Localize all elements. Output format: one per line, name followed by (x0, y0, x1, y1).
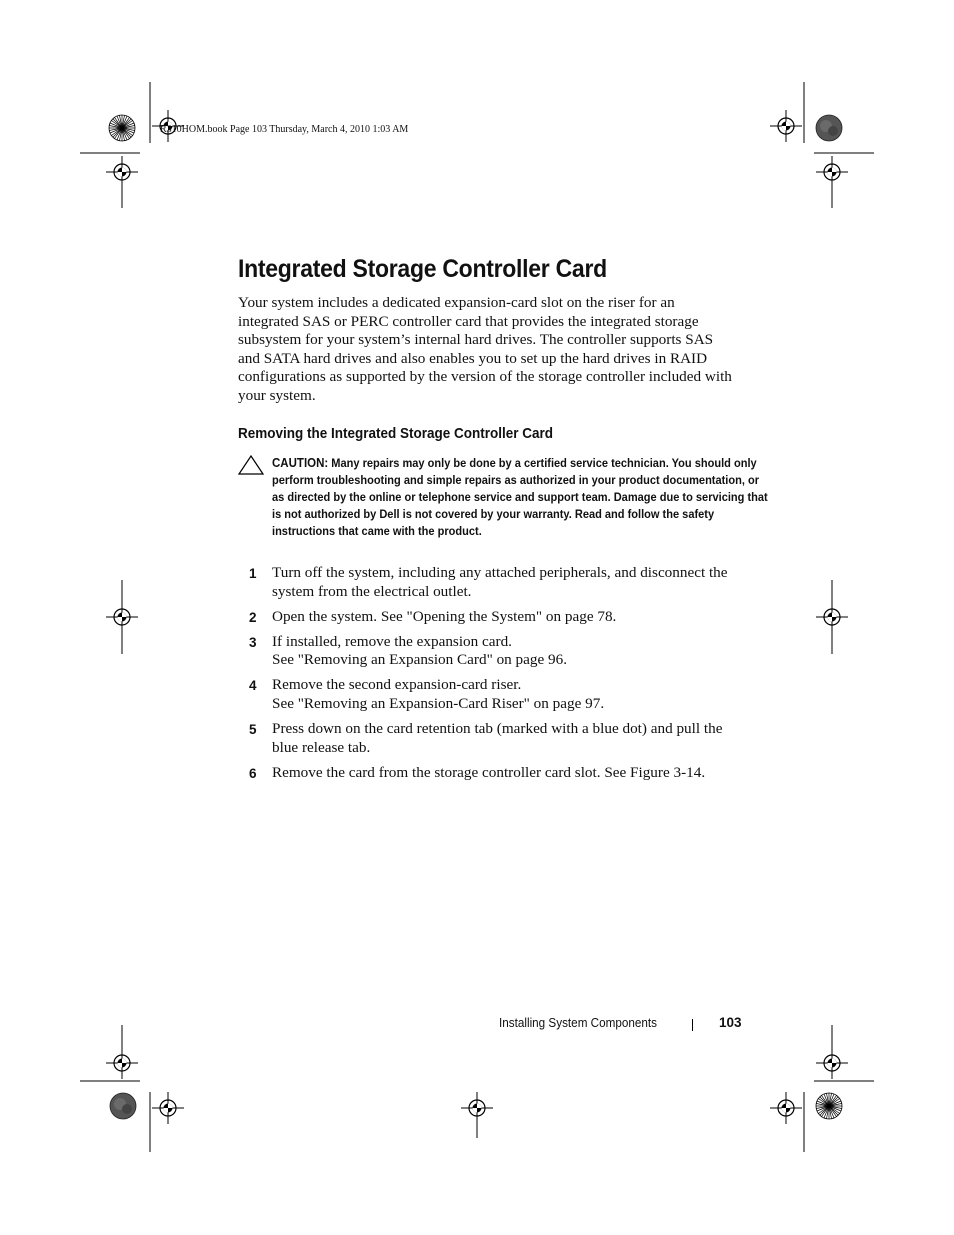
footer-section-title: Installing System Components (499, 1015, 658, 1030)
step-number: 2 (249, 609, 257, 625)
page-number: 103 (719, 1015, 742, 1030)
step-item (238, 676, 738, 713)
step-item (238, 764, 738, 783)
print-slug: R310HOM.book Page 103 Thursday, March 4, 2010 1:03 AM (160, 124, 409, 135)
step-item (238, 633, 738, 670)
step-item (238, 564, 738, 601)
step-item (238, 608, 738, 627)
step-number: 5 (249, 722, 257, 738)
section-heading: Removing the Integrated Storage Controller Card (238, 425, 554, 442)
footer-separator (692, 1019, 693, 1031)
intro-paragraph: Your system includes a dedicated expansion-card slot on the riser for an integrated SAS or PERC controller card that provides the integrated storage subsystem for your system’s internal hard drives. The controller supports SAS and SATA hard drives and also enables you to set up the hard drives in RAID configurations as supported by the version of the storage controller included with your system. (238, 294, 732, 404)
step-text: Open the system. See "Opening the System" on page 78. (272, 607, 617, 625)
caution-label: CAUTION: (272, 456, 329, 470)
step-text: Press down on the card retention tab (marked with a blue dot) and pull the blue release tab. (272, 720, 723, 756)
step-number: 3 (249, 634, 257, 650)
step-text: Remove the card from the storage controller card slot. See Figure 3-14. (272, 763, 706, 781)
procedure-steps (238, 564, 738, 789)
step-number: 6 (249, 765, 257, 781)
step-text: Remove the second expansion-card riser. (272, 676, 522, 694)
step-cross-reference: See "Removing an Expansion Card" on page 96. (272, 651, 567, 669)
caution-note (238, 455, 768, 540)
step-number: 1 (249, 566, 257, 581)
step-item (238, 720, 738, 757)
step-number: 4 (249, 678, 257, 694)
step-cross-reference: See "Removing an Expansion-Card Riser" on page 97. (272, 695, 605, 713)
page-title: Integrated Storage Controller Card (238, 255, 607, 283)
caution-body: Many repairs may only be done by a certified service technician. You should only perform troubleshooting and simple repairs as authorized in your product documentation, or as directed by the online or telephone service and support team. Damage due to servicing that is not authorized by Dell is not covered by your warranty. Read and follow the safety instructions that came with the product. (272, 456, 768, 538)
step-text: If installed, remove the expansion card. (272, 632, 512, 650)
caution-triangle-icon (238, 455, 264, 475)
step-text: Turn off the system, including any attached peripherals, and disconnect the system from the electrical outlet. (272, 564, 728, 600)
